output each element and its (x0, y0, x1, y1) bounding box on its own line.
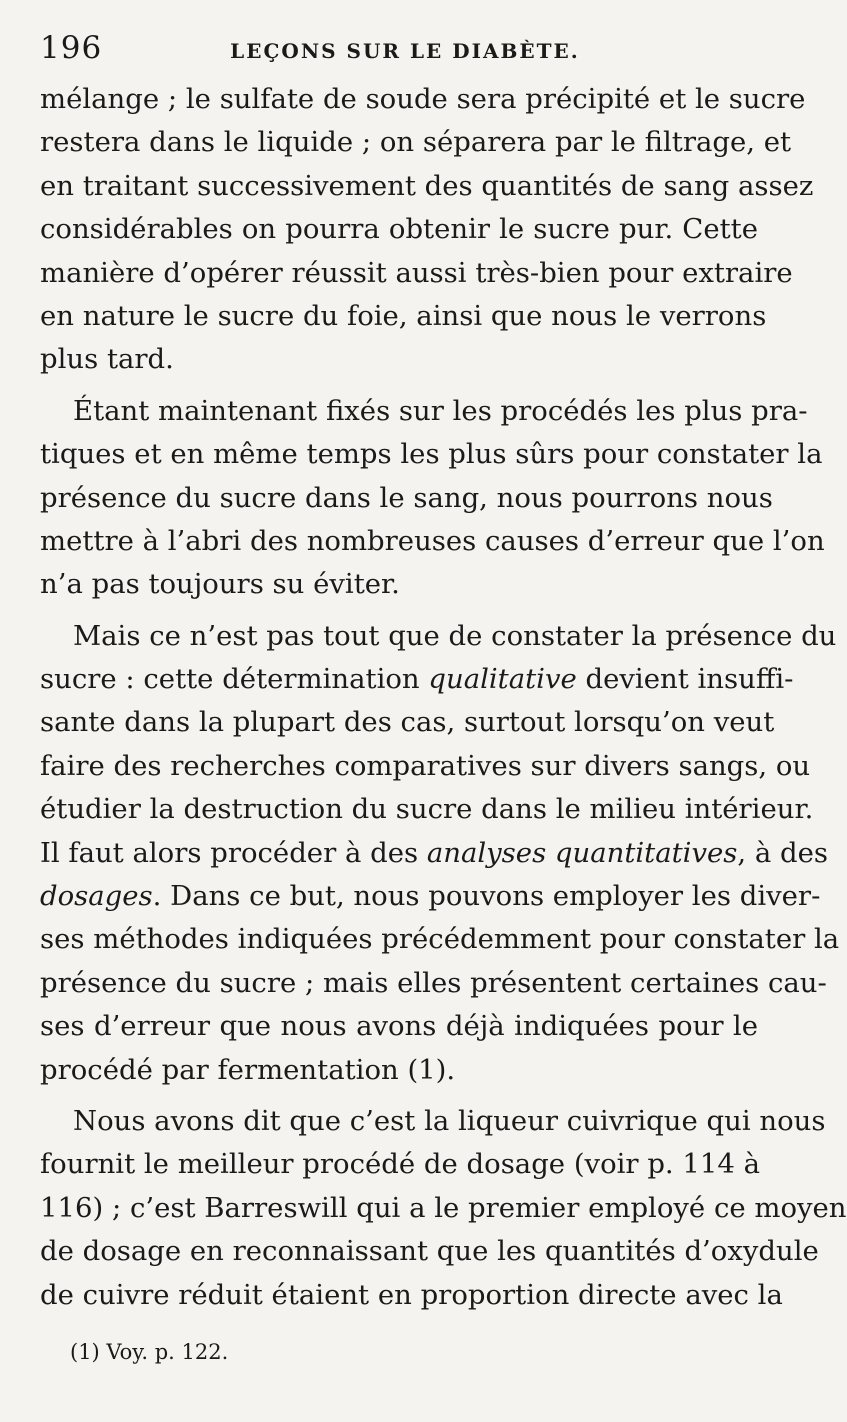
footnote: (1) Voy. p. 122. (70, 1340, 229, 1364)
text-line: en nature le sucre du foie, ainsi que nous le verrons (40, 299, 767, 332)
text-line: plus tard. (40, 343, 174, 376)
text-line: considérables on pourra obtenir le sucre pur. Cette (40, 213, 758, 246)
text-line: ses d’erreur que nous avons déjà indiquées pour le (40, 1010, 758, 1043)
text-line: procédé par fermentation (1). (40, 1053, 456, 1086)
text-line: dosages. Dans ce but, nous pouvons employer les diver- (40, 880, 821, 913)
text-line: de dosage en reconnaissant que les quantités d’oxydule (40, 1235, 819, 1268)
text-line: n’a pas toujours su éviter. (40, 568, 400, 601)
body-text (40, 78, 847, 1317)
paragraph-1 (40, 78, 814, 382)
text-line: étudier la destruction du sucre dans le milieu intérieur. (40, 793, 814, 826)
text-line: sante dans la plupart des cas, surtout lorsqu’on veut (40, 706, 775, 739)
text-line: restera dans le liquide ; on séparera par le filtrage, et (40, 126, 792, 159)
text-line: Il faut alors procéder à des analyses quantitatives, à des (40, 836, 829, 869)
text-line: présence du sucre ; mais elles présentent certaines cau- (40, 966, 827, 999)
page-number: 196 (40, 30, 103, 66)
text-line: sucre : cette détermination qualitative devient insuffi- (40, 663, 794, 696)
page-header (40, 30, 760, 70)
text-line: mettre à l’abri des nombreuses causes d’erreur que l’on (40, 524, 825, 557)
text-line: ses méthodes indiquées précédemment pour constater la (40, 923, 840, 956)
text-line: tiques et en même temps les plus sûrs pour constater la (40, 438, 823, 471)
text-line: 116) ; c’est Barreswill qui a le premier employé ce moyen (40, 1191, 847, 1224)
text-line: en traitant successivement des quantités de sang assez (40, 169, 814, 202)
paragraph-2 (40, 390, 825, 607)
text-line: Étant maintenant fixés sur les procédés les plus pra- (73, 394, 808, 427)
running-title: LEÇONS SUR LE DIABÈTE. (230, 39, 580, 63)
paragraph-3 (40, 615, 840, 1092)
text-line: faire des recherches comparatives sur divers sangs, ou (40, 749, 811, 782)
text-line: mélange ; le sulfate de soude sera précipité et le sucre (40, 83, 806, 115)
text-line: Nous avons dit que c’est la liqueur cuivrique qui nous (73, 1104, 826, 1137)
text-line: manière d’opérer réussit aussi très-bien pour extraire (40, 256, 793, 289)
text-line: Mais ce n’est pas tout que de constater la présence du (73, 619, 837, 652)
paragraph-4 (40, 1100, 847, 1317)
text-line: fournit le meilleur procédé de dosage (voir p. 114 à (40, 1148, 761, 1181)
text-line: présence du sucre dans le sang, nous pourrons nous (40, 481, 773, 514)
text-line: de cuivre réduit étaient en proportion directe avec la (40, 1278, 783, 1311)
